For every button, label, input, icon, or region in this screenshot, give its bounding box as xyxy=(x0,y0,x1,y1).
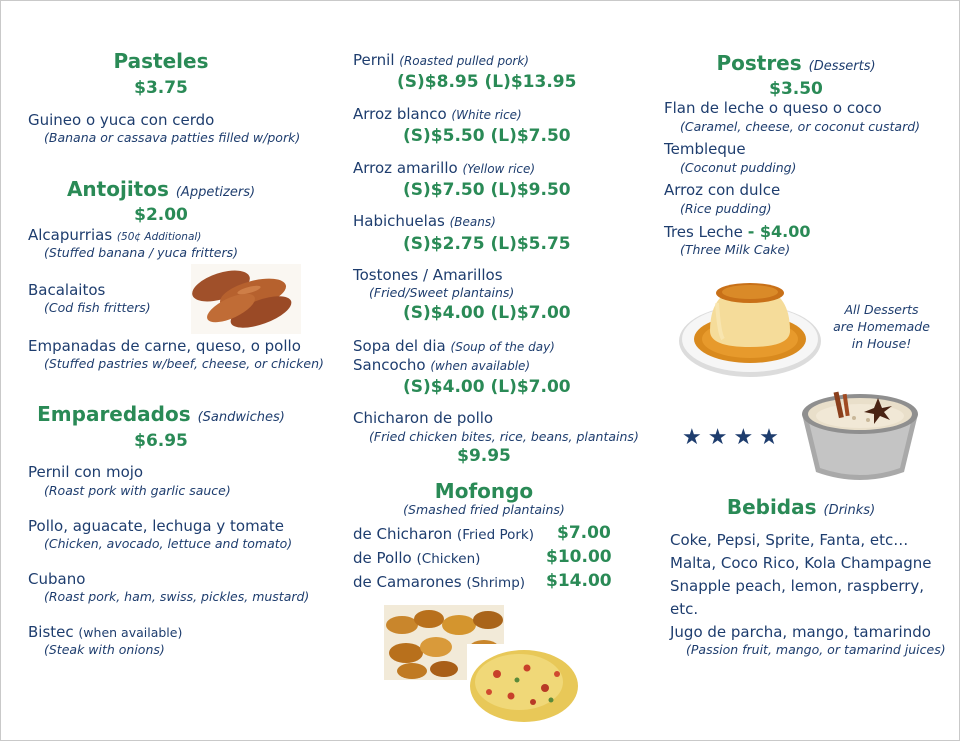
bebidas-line-malta: Malta, Coco Rico, Kola Champagne xyxy=(670,554,932,572)
tostones-price: (S)$4.00 (L)$7.00 xyxy=(403,303,571,323)
arroz-blanco-item: Arroz blanco (White rice) xyxy=(353,105,522,123)
postres-price: $3.50 xyxy=(769,79,823,99)
bebidas-heading: Bebidas (Drinks) xyxy=(726,495,876,519)
bebidas-sub: (Passion fruit, mango, or tamarind juices) xyxy=(686,642,946,657)
sancocho-item: Sancocho (when available) xyxy=(353,356,531,374)
rice-pudding-photo xyxy=(798,384,922,484)
bacalaitos-photo xyxy=(191,264,301,334)
pasteles-item-sub: (Banana or cassava patties filled w/pork) xyxy=(44,130,301,145)
flan-photo xyxy=(677,273,823,381)
mofongo-sub: (Smashed fried plantains) xyxy=(403,502,565,517)
tostones-item: Tostones / Amarillos xyxy=(353,266,503,284)
homemade-note: All Desserts are Homemade in House! xyxy=(833,302,930,351)
pasteles-price: $3.75 xyxy=(134,78,188,98)
sopa-item: Sopa del dia (Soup of the day) xyxy=(353,337,555,355)
empanadas-sub: (Stuffed pastries w/beef, cheese, or chicken) xyxy=(44,356,324,371)
chicharon-pollo-sub: (Fried chicken bites, rice, beans, plantains) xyxy=(369,429,639,444)
bebidas-line-snapple: Snapple peach, lemon, raspberry, xyxy=(670,577,925,595)
pollo-aguacate-sub: (Chicken, avocado, lettuce and tomato) xyxy=(44,536,293,551)
mofongo-chicharon-item: de Chicharon (Fried Pork) xyxy=(353,525,534,543)
bacalaitos-sub: (Cod fish fritters) xyxy=(44,300,151,315)
mofongo-heading: Mofongo xyxy=(434,479,534,503)
mofongo-camarones-item: de Camarones (Shrimp) xyxy=(353,573,526,591)
tembleque-item: Tembleque xyxy=(664,140,746,158)
tembleque-sub: (Coconut pudding) xyxy=(680,160,797,175)
cubano-sub: (Roast pork, ham, swiss, pickles, mustard) xyxy=(44,589,310,604)
antojitos-price: $2.00 xyxy=(134,205,188,225)
mofongo-pollo-price: $10.00 xyxy=(546,547,612,567)
postres-heading: Postres (Desserts) xyxy=(716,51,876,75)
habichuelas-item: Habichuelas (Beans) xyxy=(353,212,496,230)
emparedados-heading: Emparedados (Sandwiches) xyxy=(37,402,285,426)
arroz-dulce-sub: (Rice pudding) xyxy=(680,201,772,216)
pernil-price: (S)$8.95 (L)$13.95 xyxy=(397,72,577,92)
arroz-blanco-price: (S)$5.50 (L)$7.50 xyxy=(403,126,571,146)
arroz-amarillo-item: Arroz amarillo (Yellow rice) xyxy=(353,159,536,177)
mofongo-chicharon-price: $7.00 xyxy=(557,523,611,543)
bebidas-line-jugo: Jugo de parcha, mango, tamarindo xyxy=(670,623,931,641)
antojitos-heading: Antojitos (Appetizers) xyxy=(66,177,256,201)
chicharon-pollo-item: Chicharon de pollo xyxy=(353,409,494,427)
tostones-sub: (Fried/Sweet plantains) xyxy=(369,285,515,300)
bebidas-line-etc: etc. xyxy=(670,600,699,618)
habichuelas-price: (S)$2.75 (L)$5.75 xyxy=(403,234,571,254)
empanadas-item: Empanadas de carne, queso, o pollo xyxy=(28,337,301,355)
pernil-item: Pernil (Roasted pulled pork) xyxy=(353,51,529,69)
sopa-price: (S)$4.00 (L)$7.00 xyxy=(403,377,571,397)
mofongo-camarones-price: $14.00 xyxy=(546,571,612,591)
arroz-amarillo-price: (S)$7.50 (L)$9.50 xyxy=(403,180,571,200)
pollo-aguacate-item: Pollo, aguacate, lechuga y tomate xyxy=(28,517,284,535)
alcapurrias-sub: (Stuffed banana / yuca fritters) xyxy=(44,245,239,260)
pasteles-heading: Pasteles xyxy=(113,49,209,73)
flan-item: Flan de leche o queso o coco xyxy=(664,99,882,117)
rating-stars-icon: ★★★★ xyxy=(682,425,785,450)
pasteles-item: Guineo o yuca con cerdo xyxy=(28,111,215,129)
emparedados-price: $6.95 xyxy=(134,431,188,451)
mofongo-pollo-item: de Pollo (Chicken) xyxy=(353,549,481,567)
pernil-mojo-sub: (Roast pork with garlic sauce) xyxy=(44,483,231,498)
bistec-sub: (Steak with onions) xyxy=(44,642,165,657)
mofongo-photo xyxy=(467,644,582,724)
tres-leche-item: Tres Leche - $4.00 xyxy=(664,222,811,241)
pernil-mojo-item: Pernil con mojo xyxy=(28,463,144,481)
bistec-item: Bistec (when available) xyxy=(28,623,183,641)
alcapurrias-item: Alcapurrias (50¢ Additional) xyxy=(28,226,202,244)
arroz-dulce-item: Arroz con dulce xyxy=(664,181,781,199)
chicharon-pollo-price: $9.95 xyxy=(457,446,511,466)
bacalaitos-item: Bacalaitos xyxy=(28,281,106,299)
flan-sub: (Caramel, cheese, or coconut custard) xyxy=(680,119,921,134)
cubano-item: Cubano xyxy=(28,570,86,588)
tres-leche-sub: (Three Milk Cake) xyxy=(680,242,791,257)
bebidas-line-sodas: Coke, Pepsi, Sprite, Fanta, etc… xyxy=(670,531,909,549)
